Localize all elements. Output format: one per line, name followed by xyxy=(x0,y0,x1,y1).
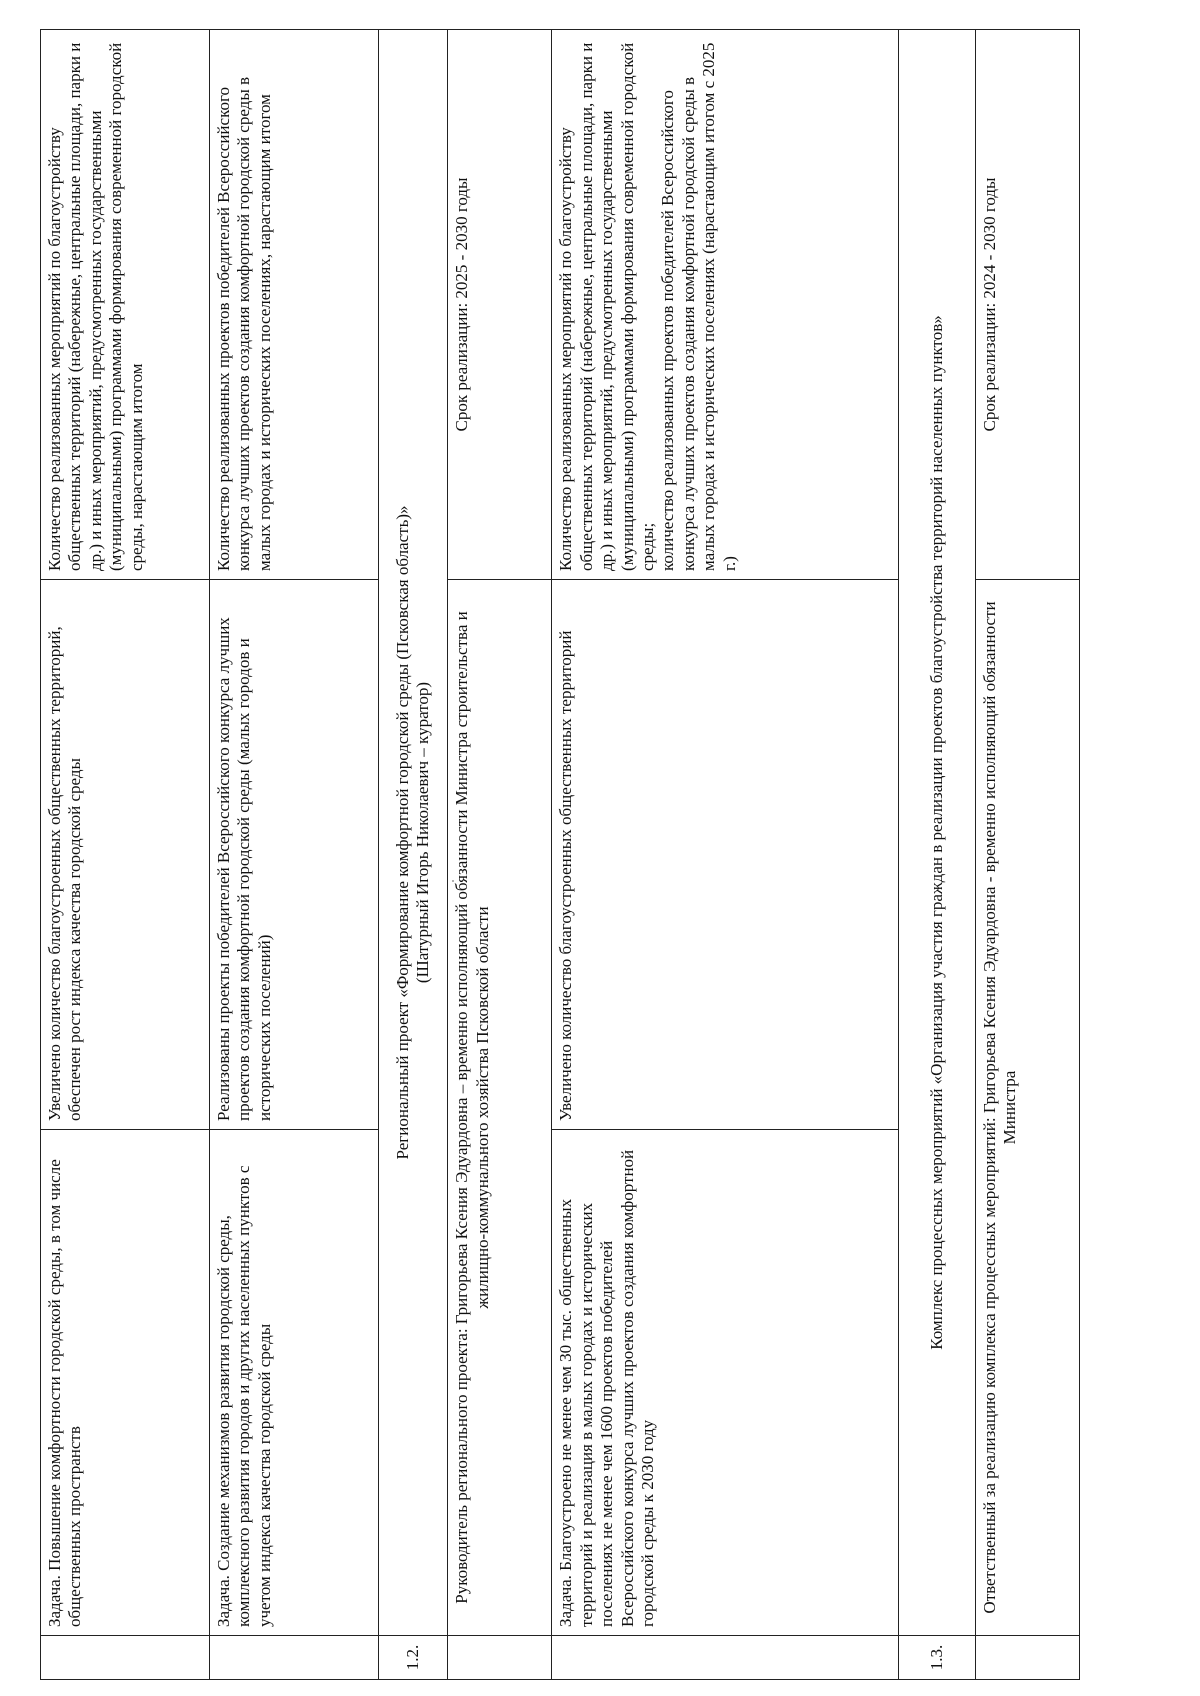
section-number: 1.2. xyxy=(378,1636,447,1680)
result-cell: Увеличено количество благоустроенных общественных территорий xyxy=(552,580,899,1130)
responsible-cell: Ответственный за реализацию комплекса процессных мероприятий: Григорьева Ксения Эдуардовна - временно исполняющий обязанности Министра xyxy=(975,580,1079,1636)
structure-table xyxy=(40,29,1080,1680)
term-cell: Срок реализации: 2024 - 2030 годы xyxy=(975,30,1079,580)
table-row xyxy=(209,30,378,1680)
table-row xyxy=(975,30,1079,1680)
result-cell: Увеличено количество благоустроенных общественных территорий, обеспечен рост индекса качества городской среды xyxy=(41,580,210,1130)
section-header-row xyxy=(899,30,975,1680)
term-cell: Срок реализации: 2025 - 2030 годы xyxy=(448,30,552,580)
task-cell: Задача. Повышение комфортности городской среды, в том числе общественных пространств xyxy=(41,1130,210,1636)
section-number: 1.3. xyxy=(899,1636,975,1680)
table-row xyxy=(448,30,552,1680)
row-number-cell xyxy=(975,1636,1079,1680)
indicator-cell: Количество реализованных мероприятий по благоустройству общественных территорий (набережные, центральные площади, парки и др.) и иных мероприятий, предусмотренных государственными (муниципальными) программами формирования современной городской среды, нарастающим итогом xyxy=(41,30,210,580)
section-title: Региональный проект «Формирование комфортной городской среды (Псковская область)» (Шатурный Игорь Николаевич – куратор) xyxy=(378,30,447,1636)
indicator-cell: Количество реализованных мероприятий по благоустройству общественных территорий (набережные, центральные площади, парки и др.) и иных мероприятий, предусмотренных государственными (муниципальными) программами формирования современной городской среды; количество реализованных проектов победителей Всероссийского конкурса лучших проектов создания комфортной городской среды в малых городах и исторических поселениях (нарастающим итогом с 2025 г.) xyxy=(552,30,899,580)
table-row xyxy=(552,30,899,1680)
task-cell: Задача. Создание механизмов развития городской среды, комплексного развития городов и других населенных пунктов с учетом индекса качества городской среды xyxy=(209,1130,378,1636)
task-cell: Задача. Благоустроено не менее чем 30 тыс. общественных территорий и реализация в малых городах и исторических поселениях не менее чем 1600 проектов победителей Всероссийского конкурса лучших проектов создания комфортной городской среды к 2030 году xyxy=(552,1130,899,1636)
section-header-row xyxy=(378,30,447,1680)
rotated-table-container xyxy=(40,30,1080,1680)
row-number-cell xyxy=(552,1636,899,1680)
row-number-cell xyxy=(41,1636,210,1680)
result-cell: Реализованы проекты победителей Всероссийского конкурса лучших проектов создания комфортной городской среды (малых городов и исторических поселений) xyxy=(209,580,378,1130)
section-title: Комплекс процессных мероприятий «Организация участия граждан в реализации проектов благоустройства территорий населенных пунктов» xyxy=(899,30,975,1636)
row-number-cell xyxy=(448,1636,552,1680)
table-row xyxy=(41,30,210,1680)
indicator-cell: Количество реализованных проектов победителей Всероссийского конкурса лучших проектов создания комфортной городской среды в малых городах и исторических поселениях, нарастающим итогом xyxy=(209,30,378,580)
row-number-cell xyxy=(209,1636,378,1680)
project-leader-cell: Руководитель регионального проекта: Григорьева Ксения Эдуардовна – временно исполняющий обязанности Министра строительства и жилищно-коммунального хозяйства Псковской области xyxy=(448,580,552,1636)
